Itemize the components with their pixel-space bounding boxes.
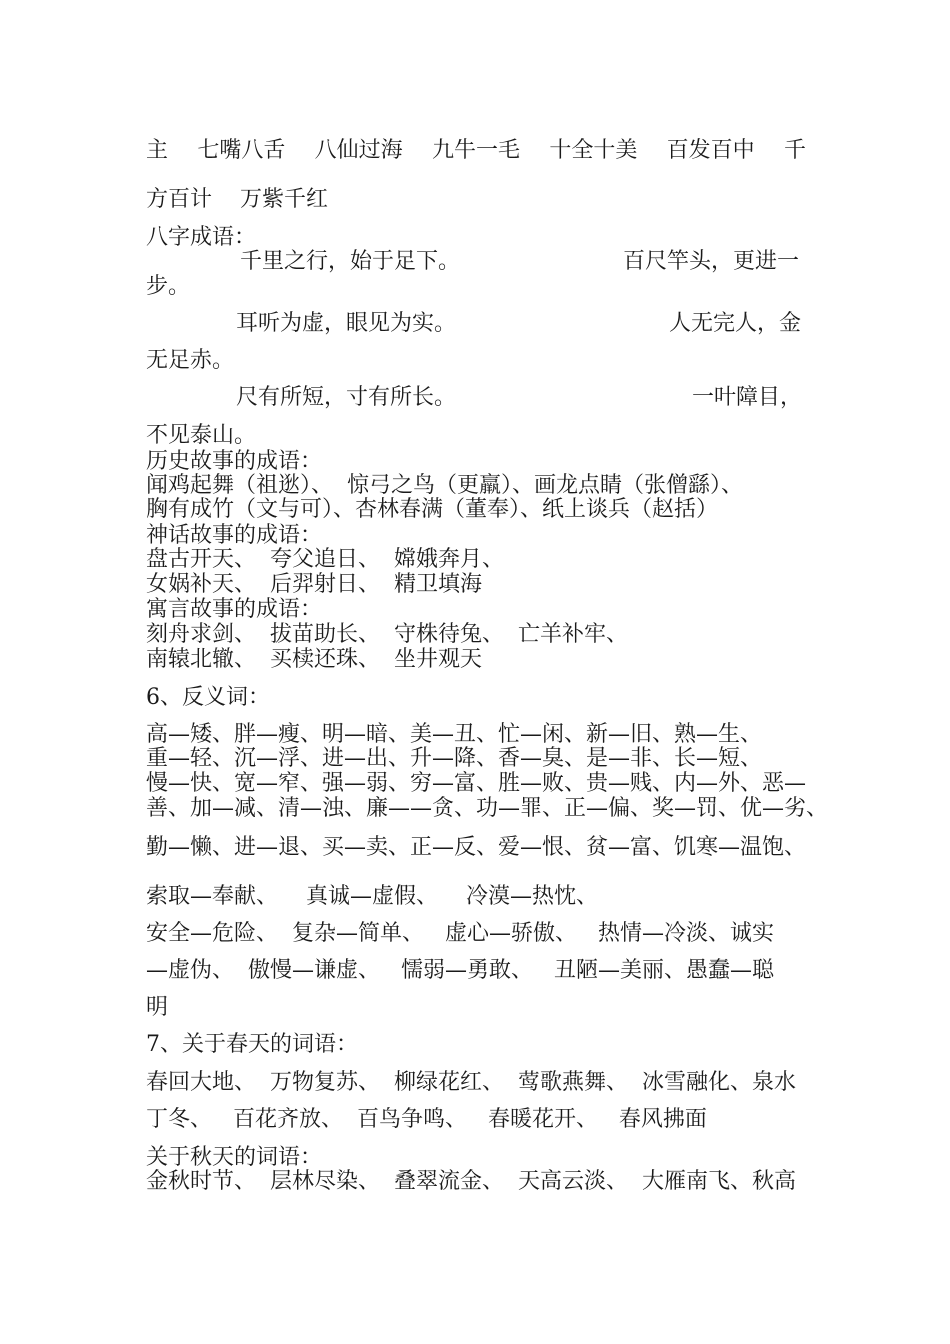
- spring-heading: 7、关于春天的词语：: [146, 1032, 358, 1057]
- idiom-fragment: 千: [783, 138, 806, 163]
- spring-line: 春回大地、 万物复苏、 柳绿花红、 莺歌燕舞、 冰雪融化、泉水: [146, 1070, 796, 1095]
- eight-char-phrase-continued: 不见泰山。: [146, 423, 257, 448]
- idiom: 七嘴八舌: [197, 138, 286, 163]
- eight-char-phrase: 尺有所短，寸有所长。: [236, 385, 457, 410]
- eight-char-phrase: 耳听为虚，眼见为实。: [236, 311, 457, 336]
- idiom: 九牛一毛: [431, 138, 520, 163]
- antonyms-line: 勤—懒、进—退、买—卖、正—反、爱—恨、贫—富、饥寒—温饱、: [146, 835, 807, 860]
- myth-heading: 神话故事的成语：: [146, 523, 323, 548]
- history-line: 胸有成竹（文与可）、杏林春满（董奉）、纸上谈兵（赵括）: [146, 497, 719, 522]
- eight-char-phrase: 人无完人，金: [669, 311, 802, 336]
- antonyms-line: 善、加—减、清—浊、廉——贪、功—罪、正—偏、奖—罚、优—劣、: [146, 796, 829, 821]
- history-heading: 历史故事的成语：: [146, 449, 323, 474]
- myth-line: 盘古开天、 夸父追日、 嫦娥奔月、: [146, 547, 504, 572]
- number-idioms-line-1: [146, 139, 806, 163]
- idiom-fragment: 主: [146, 138, 169, 163]
- eight-char-heading: 八字成语：: [146, 225, 257, 250]
- idiom: 八仙过海: [314, 138, 403, 163]
- idiom: 百发百中: [666, 138, 755, 163]
- antonyms-line: 慢—快、宽—窄、强—弱、穷—富、胜—败、贵—贱、内—外、恶—: [146, 771, 807, 796]
- spring-line: 丁冬、 百花齐放、 百鸟争鸣、 春暖花开、 春风拂面: [146, 1107, 707, 1132]
- antonyms-line: —虚伪、 傲慢—谦虚、 懦弱—勇敢、 丑陋—美丽、愚蠢—聪: [146, 958, 774, 983]
- history-line: 闻鸡起舞（祖逖）、 惊弓之鸟（更羸）、画龙点睛（张僧繇）、: [146, 473, 743, 498]
- eight-char-phrase-continued: 无足赤。: [146, 348, 235, 373]
- antonyms-line: 明: [146, 995, 169, 1020]
- antonyms-line: 高—矮、胖—瘦、明—暗、美—丑、忙—闲、新—旧、熟—生、: [146, 722, 763, 747]
- eight-char-phrase: 百尺竿头，更进一: [623, 249, 800, 274]
- autumn-line: 金秋时节、 层林尽染、 叠翠流金、 天高云淡、 大雁南飞、秋高: [146, 1169, 796, 1194]
- antonyms-line: 重—轻、沉—浮、进—出、升—降、香—臭、是—非、长—短、: [146, 746, 763, 771]
- antonyms-line: 安全—危险、 复杂—简单、 虚心—骄傲、 热情—冷淡、诚实: [146, 921, 774, 946]
- autumn-heading: 关于秋天的词语：: [146, 1145, 323, 1170]
- antonyms-heading: 6、反义词：: [146, 685, 270, 710]
- fable-line: 刻舟求剑、 拔苗助长、 守株待兔、 亡羊补牢、: [146, 622, 628, 647]
- myth-line: 女娲补天、 后羿射日、 精卫填海: [146, 572, 482, 597]
- fable-line: 南辕北辙、 买椟还珠、 坐井观天: [146, 647, 482, 672]
- eight-char-phrase-continued: 步。: [146, 274, 191, 299]
- eight-char-phrase: 一叶障目，: [692, 385, 803, 410]
- number-idioms-line-2: 方百计 万紫千红: [146, 187, 328, 212]
- eight-char-phrase: 千里之行，始于足下。: [240, 249, 461, 274]
- antonyms-line: 索取—奉献、 真诚—虚假、 冷漠—热忱、: [146, 884, 598, 909]
- idiom: 十全十美: [549, 138, 638, 163]
- fable-heading: 寓言故事的成语：: [146, 597, 323, 622]
